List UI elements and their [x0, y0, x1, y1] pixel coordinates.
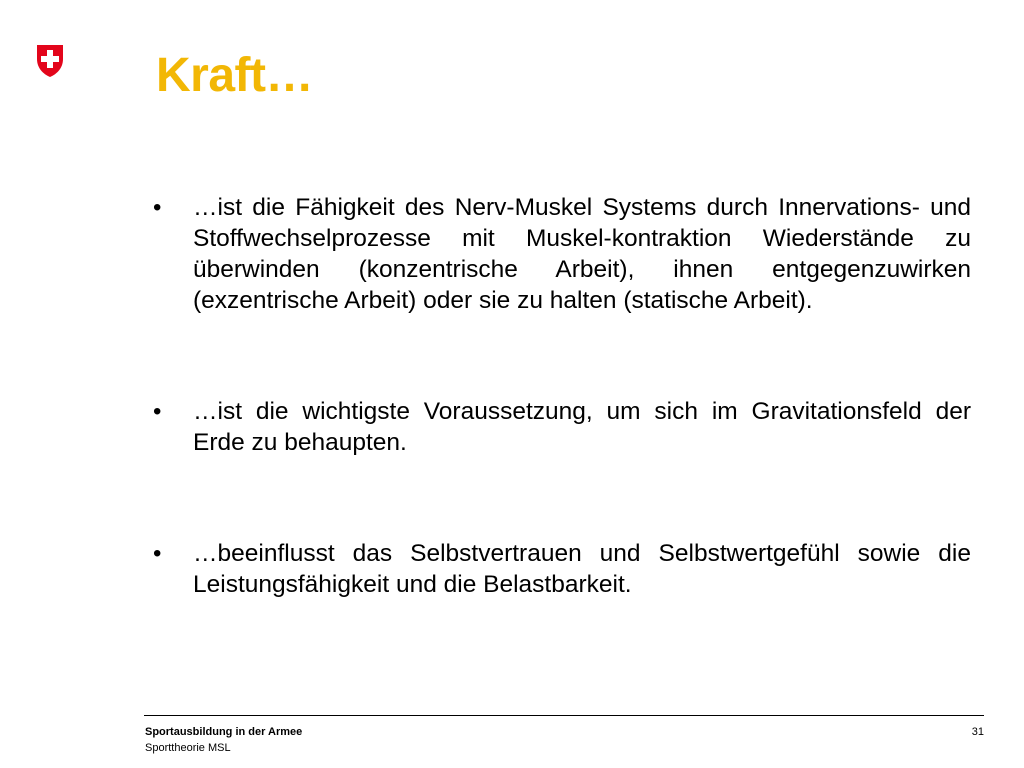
bullet-item [153, 538, 971, 600]
slide-title: Kraft… [156, 49, 314, 102]
bullet-text: …ist die Fähigkeit des Nerv-Muskel Systems durch Innervations- und Stoffwechselprozesse mit Muskel-kontraktion Wiederstände zu überwinden (konzentrische Arbeit), ihnen entgegenzuwirken (exzentrische Arbeit) oder sie zu halten (statische Arbeit). [193, 194, 971, 314]
bullet-text: …ist die wichtigste Voraussetzung, um sich im Gravitationsfeld der Erde zu behaupten. [193, 398, 971, 456]
footer-organization: Sportausbildung in der Armee [145, 726, 303, 738]
page-number: 31 [971, 726, 984, 738]
footer-subtitle: Sporttheorie MSL [145, 742, 231, 754]
bullet-list [153, 192, 971, 600]
bullet-marker: • [153, 398, 162, 425]
bullet-text: …beeinflusst das Selbstvertrauen und Selbstwertgefühl sowie die Leistungsfähigkeit und die Belastbarkeit. [193, 540, 971, 598]
swiss-shield-icon [36, 44, 64, 78]
bullet-item [153, 192, 971, 316]
footer-divider [144, 715, 984, 716]
bullet-item [153, 396, 971, 458]
bullet-marker: • [153, 540, 162, 567]
bullet-marker: • [153, 194, 162, 221]
